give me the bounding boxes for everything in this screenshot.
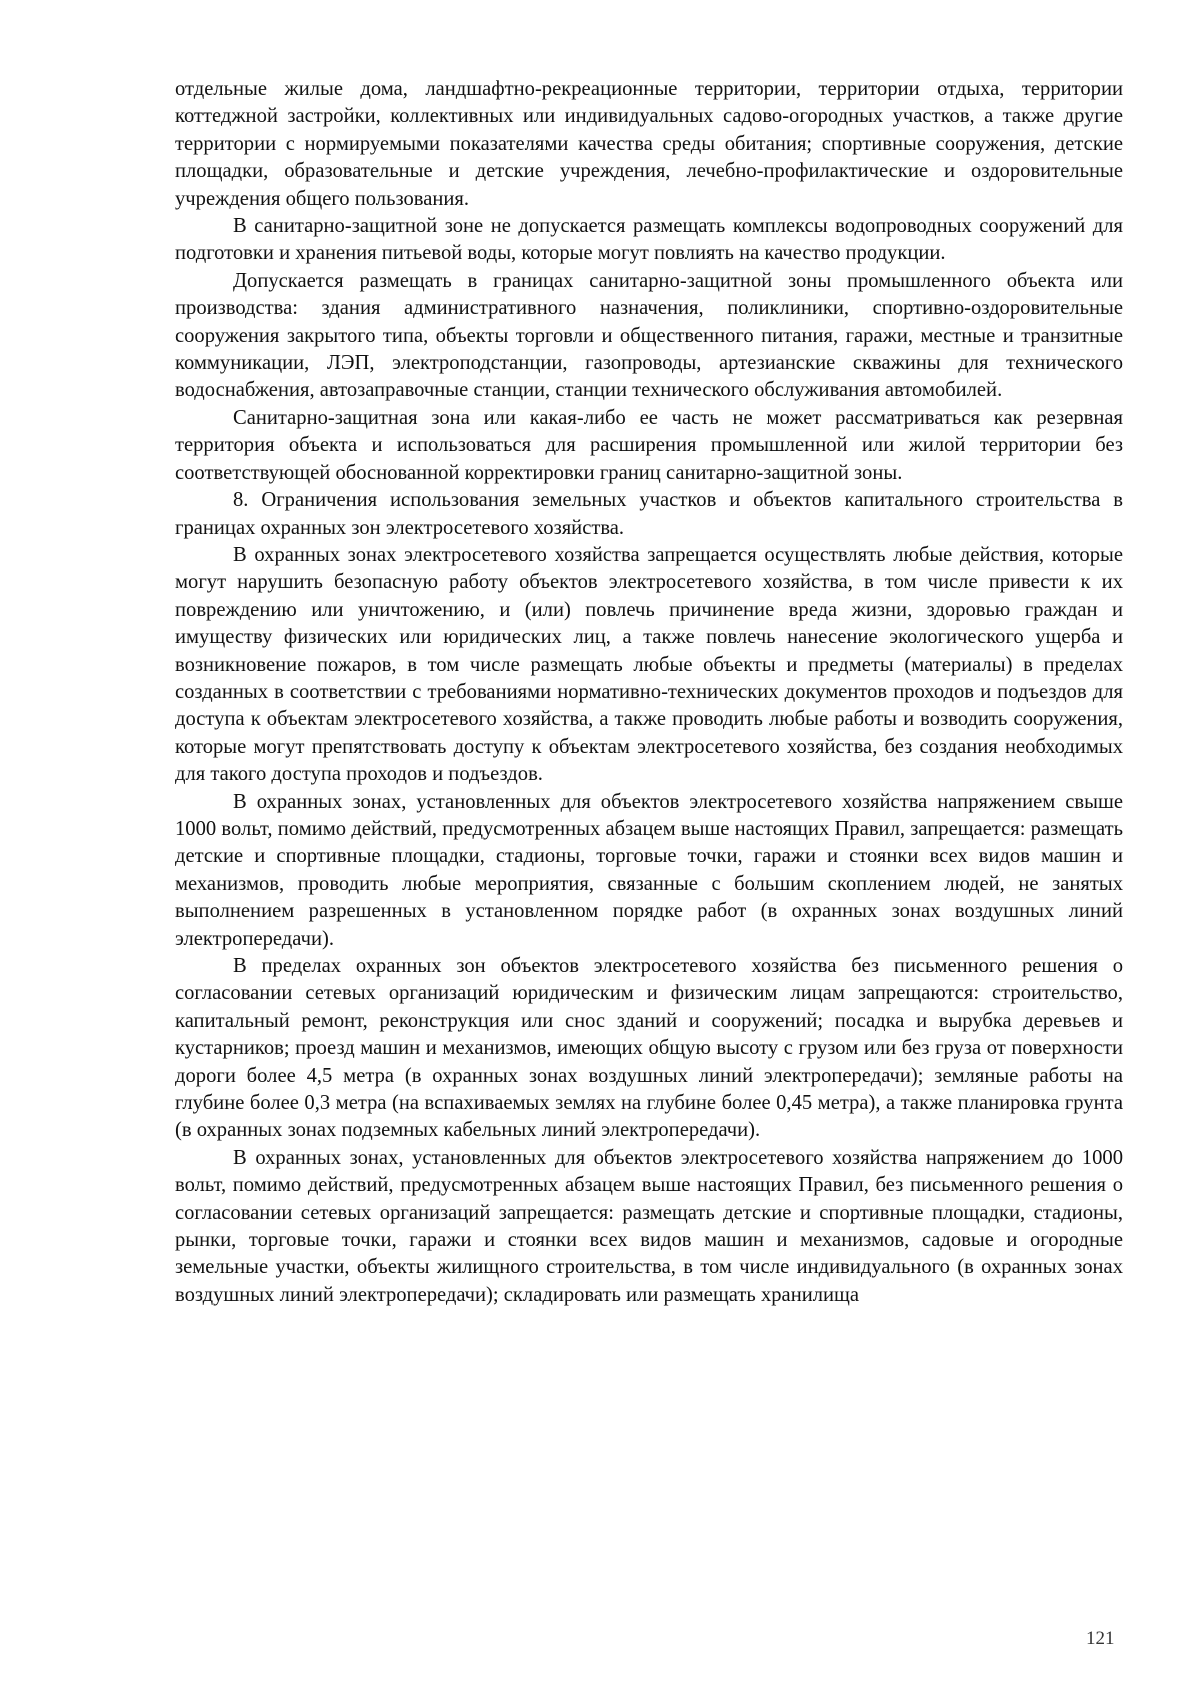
paragraph-water-facilities: В санитарно-защитной зоне не допускается размещать комплексы водопроводных сооружений для подготовки и хранения питьевой воды, которые могут повлиять на качество продукции.: [175, 215, 1123, 265]
paragraph-protected-zones-general: В охранных зонах электросетевого хозяйства запрещается осуществлять любые действия, которые могут нарушить безопасную работу объектов электросетевого хозяйства, в том числе привести к их повреждению или уничтожению, и (или) повлечь причинение вреда жизни, здоровью граждан и имуществу физических или юридических лиц, а также повлечь нанесение экологического ущерба и возникновение пожаров, в том числе размещать любые объекты и предметы (материалы) в пределах созданных в соответствии с требованиями нормативно-технических документов проходов и подъездов для доступа к объектам электросетевого хозяйства, а также проводить любые работы и возводить сооружения, которые могут препятствовать доступу к объектам электросетевого хозяйства, без создания необходимых для такого доступа проходов и подъездов.: [175, 543, 1123, 786]
document-page: [175, 76, 1123, 1309]
paragraph-over-1000-volts: В охранных зонах, установленных для объектов электросетевого хозяйства напряжением свыше 1000 вольт, помимо действий, предусмотренных абзацем выше настоящих Правил, запрещается: размещать детские и спортивные площадки, стадионы, торговые точки, гаражи и стоянки всех видов машин и механизмов, проводить любые мероприятия, связанные с большим скоплением людей, не занятых выполнением разрешенных в установленном порядке работ (в охранных зонах воздушных линий электропередачи).: [175, 790, 1123, 950]
paragraph-under-1000-volts: В охранных зонах, установленных для объектов электросетевого хозяйства напряжением до 1000 вольт, помимо действий, предусмотренных абзацем выше настоящих Правил, без письменного решения о согласовании сетевых организаций запрещается: размещать детские и спортивные площадки, стадионы, рынки, торговые точки, гаражи и стоянки всех видов машин и механизмов, садовые и огородные земельные участки, объекты жилищного строительства, в том числе индивидуального (в охранных зонах воздушных линий электропередачи); складировать или размещать хранилища: [175, 1146, 1123, 1306]
paragraph-continuation: отдельные жилые дома, ландшафтно-рекреационные территории, территории отдыха, территории коттеджной застройки, коллективных или индивидуальных садово-огородных участков, а также другие территории с нормируемыми показателями качества среды обитания; спортивные сооружения, детские площадки, образовательные и детские учреждения, лечебно-профилактические и оздоровительные учреждения общего пользования.: [175, 78, 1123, 210]
page-number: 121: [1086, 1628, 1115, 1649]
paragraph-written-approval: В пределах охранных зон объектов электросетевого хозяйства без письменного решения о согласовании сетевых организаций юридическим и физическим лицам запрещаются: строительство, капитальный ремонт, реконструкция или снос зданий и сооружений; посадка и вырубка деревьев и кустарников; проезд машин и механизмов, имеющих общую высоту с грузом или без груза от поверхности дороги более 4,5 метра (в охранных зонах воздушных линий электропередачи); земляные работы на глубине более 0,3 метра (на вспахиваемых землях на глубине более 0,45 метра), а также планировка грунта (в охранных зонах подземных кабельных линий электропередачи).: [175, 955, 1123, 1142]
paragraph-allowed-objects: Допускается размещать в границах санитарно-защитной зоны промышленного объекта или производства: здания административного назначения, поликлиники, спортивно-оздоровительные сооружения закрытого типа, объекты торговли и общественного питания, гаражи, местные и транзитные коммуникации, ЛЭП, электроподстанции, газопроводы, артезианские скважины для технического водоснабжения, автозаправочные станции, станции технического обслуживания автомобилей.: [175, 269, 1123, 402]
section-heading-8: 8. Ограничения использования земельных участков и объектов капитального строительства в границах охранных зон электросетевого хозяйства.: [175, 489, 1123, 539]
paragraph-reserve-territory: Санитарно-защитная зона или какая-либо ее часть не может рассматриваться как резервная территория объекта и использоваться для расширения промышленной или жилой территории без соответствующей обоснованной корректировки границ санитарно-защитной зоны.: [175, 406, 1123, 484]
